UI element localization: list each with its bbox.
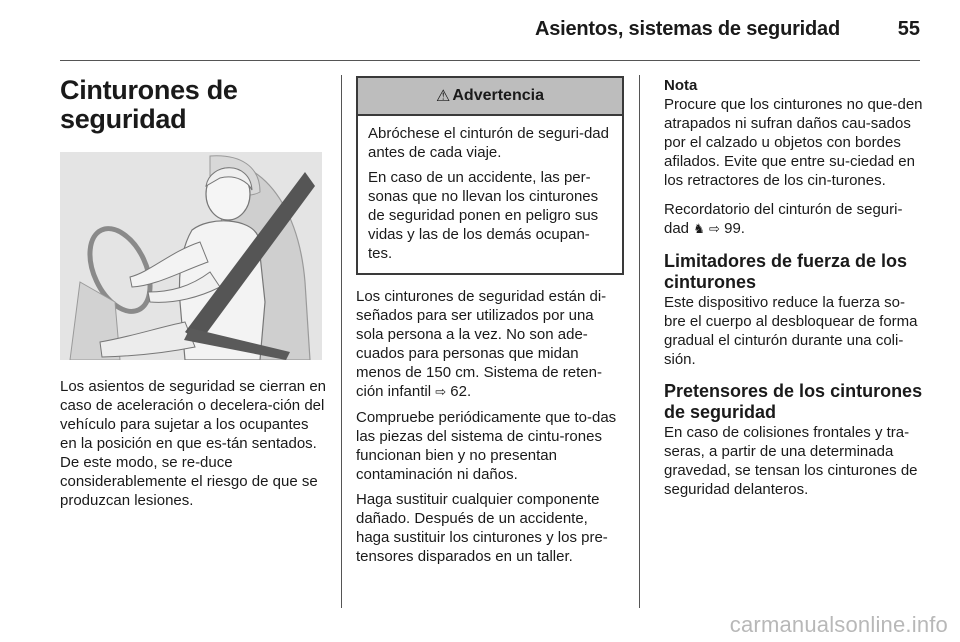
note-text: Procure que los cinturones no que-den atrapados ni sufran daños cau-sados por el calzado u objetos con bordes afilados. Evite que entre su-ciedad en los retractores de los cin-turones. [664,96,923,189]
column-2 [356,76,624,566]
page-number: 55 [897,18,920,40]
column-divider [639,75,640,608]
column-divider [341,75,342,608]
reference-arrow-icon: ⇨ [435,385,447,400]
driver-with-seatbelt-image [60,152,322,360]
pretensioners-text: En caso de colisiones frontales y tra-seras, a partir de una determinada gravedad, se tensan los cinturones de seguridad delanteros. [664,424,918,498]
pretensioners-heading: Pretensores de los cinturones de seguridad [664,381,923,422]
usage-text: Los cinturones de seguridad están di-señados para ser utilizados por una sola persona a la vez. No son ade-cuados para personas que midan menos de 150 cm. Sistema de reten-ción infantil [356,288,607,400]
watermark: carmanualsonline.info [729,612,948,637]
section-title [60,76,326,134]
column-1 [60,76,326,134]
warning-header [358,78,622,116]
section-title-line-2: seguridad [60,104,187,134]
reminder-paragraph [664,200,926,239]
seatbelt-illustration [60,152,322,360]
page-reference: 62. [450,383,472,400]
seatbelt-reminder-icon: ♞ [693,222,705,237]
page-header-title: Asientos, sistemas de seguridad [534,18,840,40]
intro-paragraph: Los asientos de seguridad se cierran en caso de aceleración o decelera-ción del vehículo para sujetar a los ocupantes en la posición en que es-tán sentados. De este modo, se re-duce considerablemente el riesgo de que se produzcan lesiones. [60,378,327,509]
limiters-heading: Limitadores de fuerza de los cinturones [664,251,908,292]
warning-paragraph: En caso de un accidente, las per-sonas que no llevan los cinturones de seguridad ponen en peligro sus vidas y las de los demás ocupan-tes. [368,169,599,262]
replacement-paragraph: Haga sustituir cualquier componente dañado. Después de un accidente, haga sustituir los cinturones y los pre-tensores disparados en un taller. [356,491,608,565]
limiters-text: Este dispositivo reduce la fuerza so-bre el cuerpo al desbloquear de forma gradual el cinturón durante una coli-sión. [664,294,918,368]
reference-arrow-icon: ⇨ [709,222,720,237]
page-reference: 99. [724,220,745,237]
inspection-paragraph: Compruebe periódicamente que to-das las piezas del sistema de cintu-rones funcionan bien y no presentan contaminación ni daños. [356,409,617,483]
warning-box [356,76,624,275]
column-3 [664,76,926,499]
reminder-text: Recordatorio del cinturón de seguri-dad [664,201,903,237]
warning-paragraph: Abróchese el cinturón de seguri-dad antes de cada viaje. [368,125,609,161]
warning-body [358,116,622,273]
section-title-line-1: Cinturones de [60,75,238,105]
warning-title: Advertencia [452,87,544,104]
warning-triangle-icon: ⚠ [436,88,451,105]
header-rule [60,60,920,61]
note-label: Nota [664,77,698,94]
usage-paragraph [356,287,624,402]
